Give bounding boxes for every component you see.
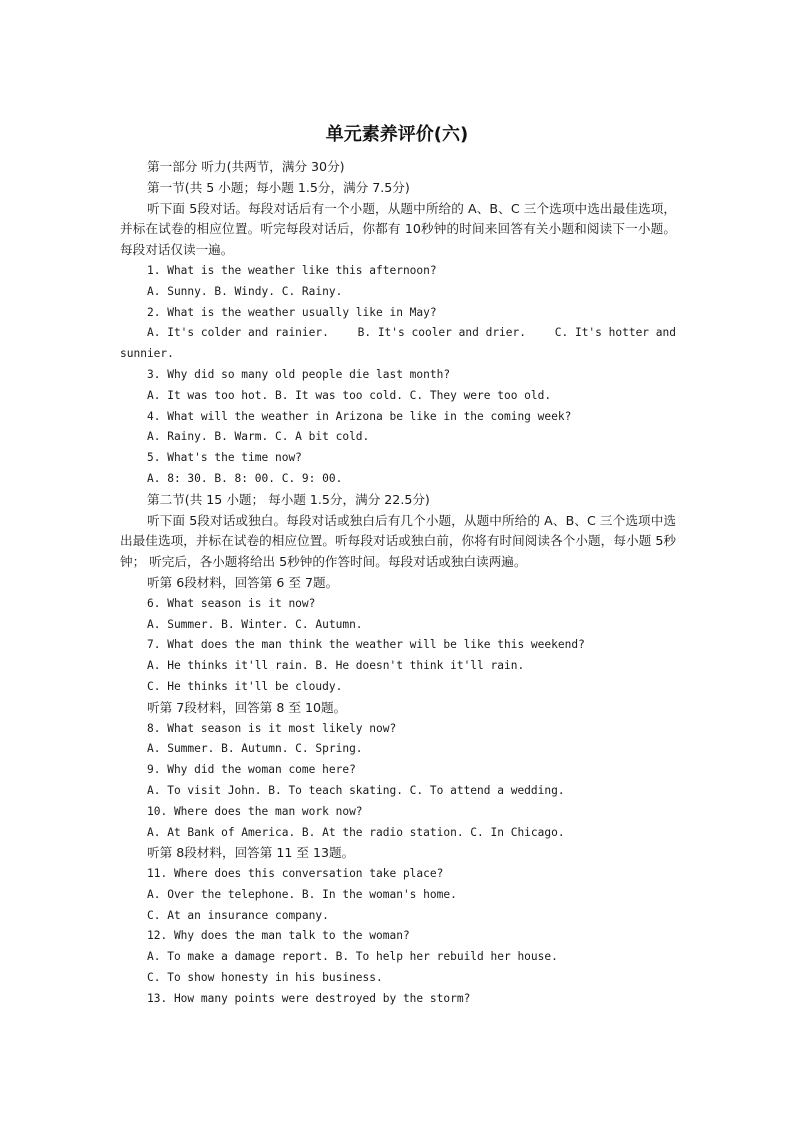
section1-instructions: 听下面 5段对话。每段对话后有一个小题，从题中所给的 A、B、C 三个选项中选出最佳选项，并标在试卷的相应位置。听完每段对话后，你都有 10秒钟的时间来回答有关小题和阅读下一小题。每段对话仅读一遍。 — [120, 200, 676, 258]
question-4-options: A. Rainy. B. Warm. C. A bit cold. — [147, 430, 370, 444]
question-10-options: A. At Bank of America. B. At the radio station. C. In Chicago. — [147, 825, 565, 839]
section2-heading: 第二节(共 15 小题； 每小题 1.5分，满分 22.5分) — [147, 491, 430, 507]
question-8: 8. What season is it most likely now? — [147, 721, 397, 735]
section1-heading: 第一节(共 5 小题；每小题 1.5分，满分 7.5分) — [147, 179, 410, 195]
question-3: 3. Why did so many old people die last month? — [147, 367, 451, 381]
question-13: 13. How many points were destroyed by the storm? — [147, 991, 471, 1005]
question-2-option-b: B. It's cooler and drier. — [357, 326, 526, 340]
question-1: 1. What is the weather like this afternoon? — [147, 263, 437, 277]
question-5: 5. What's the time now? — [147, 451, 302, 465]
question-12-options-ab: A. To make a damage report. B. To help her rebuild her house. — [147, 950, 558, 964]
question-11: 11. Where does this conversation take place? — [147, 867, 444, 881]
material-8-heading: 听第 8段材料，回答第 11 至 13题。 — [147, 845, 355, 861]
question-9: 9. Why did the woman come here? — [147, 763, 356, 777]
question-2: 2. What is the weather usually like in May? — [147, 305, 437, 319]
question-8-options: A. Summer. B. Autumn. C. Spring. — [147, 742, 363, 756]
question-3-options: A. It was too hot. B. It was too cold. C. They were too old. — [147, 388, 552, 402]
question-7-options-ab: A. He thinks it'll rain. B. He doesn't think it'll rain. — [147, 659, 525, 673]
question-2-option-a: A. It's colder and rainier. — [147, 326, 329, 340]
question-12-option-c: C. To show honesty in his business. — [147, 971, 383, 985]
question-10: 10. Where does the man work now? — [147, 804, 363, 818]
question-1-options: A. Sunny. B. Windy. C. Rainy. — [147, 284, 343, 298]
question-7-option-c: C. He thinks it'll be cloudy. — [147, 679, 343, 693]
question-2-option-c-continued: sunnier. — [120, 347, 174, 361]
question-11-options-ab: A. Over the telephone. B. In the woman's home. — [147, 887, 457, 901]
question-5-options: A. 8: 30. B. 8: 00. C. 9: 00. — [147, 471, 343, 485]
material-6-heading: 听第 6段材料，回答第 6 至 7题。 — [147, 574, 339, 590]
question-2-options — [120, 323, 676, 344]
page-title: 单元素养评价(六) — [325, 124, 469, 145]
exam-content — [120, 157, 676, 1010]
question-6-options: A. Summer. B. Winter. C. Autumn. — [147, 617, 363, 631]
question-7: 7. What does the man think the weather will be like this weekend? — [147, 638, 585, 652]
question-4: 4. What will the weather in Arizona be like in the coming week? — [147, 409, 572, 423]
section2-instructions: 听下面 5段对话或独白。每段对话或独白后有几个小题，从题中所给的 A、B、C 三个选项中选出最佳选项，并标在试卷的相应位置。听每段对话或独白前，你将有时间阅读各个小题，每小题 5秒钟； 听完后，各小题将给出 5秒钟的作答时间。每段对话或独白读两遍。 — [120, 512, 676, 570]
question-11-option-c: C. At an insurance company. — [147, 908, 329, 922]
material-7-heading: 听第 7段材料，回答第 8 至 10题。 — [147, 699, 347, 715]
part1-heading: 第一部分 听力(共两节，满分 30分) — [147, 159, 345, 174]
question-9-options: A. To visit John. B. To teach skating. C. To attend a wedding. — [147, 783, 565, 797]
question-2-option-c: C. It's hotter and — [554, 326, 676, 340]
question-12: 12. Why does the man talk to the woman? — [147, 929, 410, 943]
question-6: 6. What season is it now? — [147, 596, 316, 610]
